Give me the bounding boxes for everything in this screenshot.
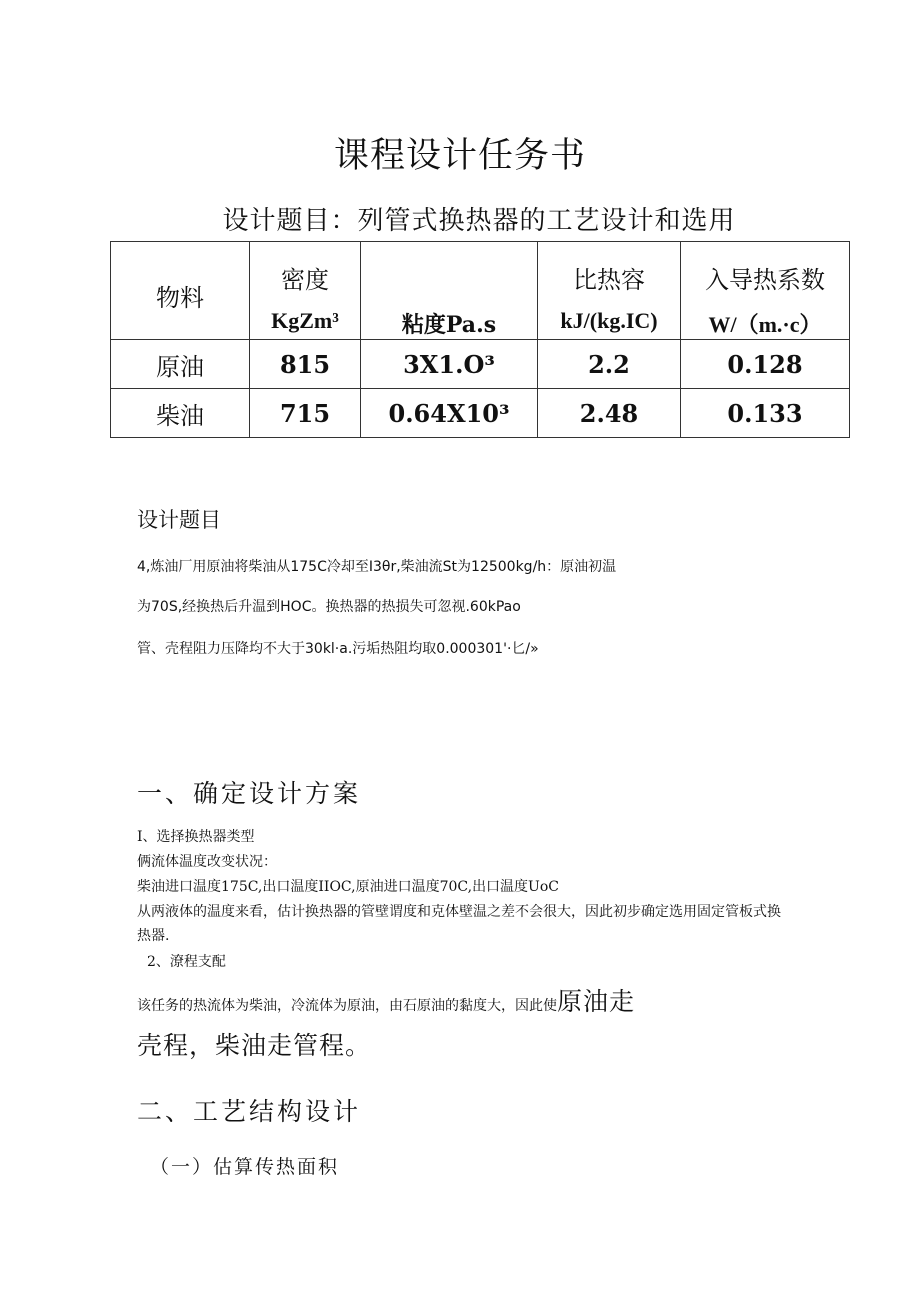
document-title: 课程设计任务书	[333, 136, 586, 176]
cell-heat-capacity: 2.2	[538, 340, 681, 389]
cell-material: 原油	[111, 340, 250, 389]
header-conductivity-label: 入导热系数	[705, 266, 825, 294]
header-heat-capacity-label: 比热容	[573, 266, 645, 294]
cell-material: 柴油	[111, 389, 250, 438]
header-cell-viscosity	[361, 242, 538, 340]
header-material-label: 物料	[156, 284, 204, 312]
header-cell-heat-capacity	[538, 242, 681, 340]
section1-line: 俩流体温度改变状况：	[137, 854, 277, 870]
topic-paragraph-line: 4,炼油厂用原油将柴油从175C冷却至I3θr,柴油流St为12500kg/h：原油初温	[137, 559, 617, 575]
cell-viscosity: 3X1.O³	[361, 340, 538, 389]
table-row	[111, 389, 850, 438]
cell-density: 815	[250, 340, 361, 389]
header-cell-density	[250, 242, 361, 340]
header-viscosity-text: 粘度Pa.s	[401, 312, 497, 338]
section1-line: 2、潦程支配	[147, 954, 226, 970]
flow-arrangement-line	[137, 982, 635, 1018]
document-subtitle: 设计题目：列管式换热器的工艺设计和选用	[222, 206, 736, 236]
cell-heat-capacity: 2.48	[538, 389, 681, 438]
topic-paragraph-line: 为70S,经换热后升温到HOC。换热器的热损失可忽视.60kPao	[137, 599, 521, 615]
flow-line-small-text: 该任务的热流体为柴油，冷流体为原油，由石原油的黏度大，因此使	[137, 998, 557, 1014]
header-density-label: 密度	[281, 266, 329, 294]
section-heading-design-plan: 一、确定设计方案	[137, 779, 362, 808]
cell-viscosity: 0.64X10³	[361, 389, 538, 438]
header-density-unit: KgZm³	[271, 308, 339, 333]
table-header-row	[111, 242, 850, 340]
header-viscosity-label	[361, 308, 537, 339]
header-heat-capacity-unit: kJ/(kg.IC)	[560, 308, 658, 333]
section1-line: I、选择换热器类型	[137, 829, 255, 845]
section1-line: 从两液体的温度来看，估计换热器的管壁谓度和克体壁温之差不会很大，因此初步确定选用固定管板式换	[137, 904, 781, 920]
topic-paragraph-line: 管、壳程阻力压降均不大于30kl·a.污垢热阻均取0.000301'·匕/»	[137, 641, 539, 657]
table-row	[111, 340, 850, 389]
flow-arrangement-continuation: 壳程，柴油走管程。	[137, 1031, 372, 1060]
properties-table	[110, 241, 850, 438]
section1-line: 热器.	[137, 928, 170, 944]
section1-line: 柴油进口温度175C,出口温度IIOC,原油进口温度70C,出口温度UoC	[137, 879, 560, 895]
cell-conductivity: 0.133	[681, 389, 850, 438]
flow-line-large-text: 原油走	[557, 987, 636, 1016]
cell-density: 715	[250, 389, 361, 438]
header-cell-material	[111, 242, 250, 340]
header-cell-conductivity	[681, 242, 850, 340]
header-conductivity-unit: W/（m.·c）	[708, 312, 822, 337]
topic-heading: 设计题目	[137, 508, 221, 532]
section-heading-structure-design: 二、工艺结构设计	[137, 1097, 362, 1126]
subheading-heat-transfer-area: （一）估算传热面积	[150, 1156, 340, 1178]
cell-conductivity: 0.128	[681, 340, 850, 389]
